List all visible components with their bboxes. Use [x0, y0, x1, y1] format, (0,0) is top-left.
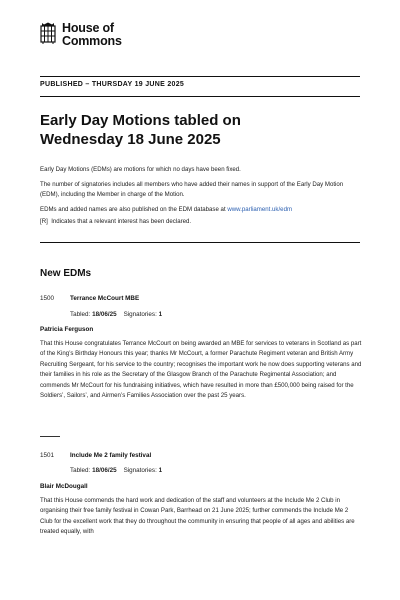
section-title: New EDMs: [40, 268, 92, 279]
portcullis-icon: [40, 22, 56, 44]
tabled-date: 18/06/25: [92, 467, 117, 474]
interest-code: [R]: [40, 218, 48, 225]
intro-paragraph-2: The number of signatories includes all members who have added their names in support of the Early Day Motion (EDM), including the Member in charge of the Motion.: [40, 181, 344, 198]
edm-title: Include Me 2 family festival: [70, 452, 152, 459]
page-title-line-1: Early Day Motions tabled on: [40, 112, 241, 129]
edm-separator: [40, 436, 60, 437]
top-divider: [40, 76, 360, 77]
edm-number: 1500: [40, 295, 55, 302]
logo-wordmark: [62, 22, 122, 48]
signatories-count: 1: [158, 467, 163, 474]
signatories-count: 1: [158, 311, 163, 318]
page-title-line-2: Wednesday 18 June 2025: [40, 131, 221, 148]
tabled-label: Tabled:: [70, 467, 91, 474]
intro-divider: [40, 242, 360, 243]
intro-paragraph-1: Early Day Motions (EDMs) are motions for which no days have been fixed.: [40, 166, 241, 173]
edm-title: Terrance McCourt MBE: [70, 295, 140, 302]
header-divider: [40, 96, 360, 97]
logo-line-2: Commons: [62, 34, 122, 48]
tabled-label: Tabled:: [70, 311, 91, 318]
edm-text: That this House commends the hard work and dedication of the staff and volunteers at the Include Me 2 Club in organising their free family festival in Cowan Park, Barrhead on 21 June 2025; further commends the Include Me 2 Club for the excellent work that they do throughout the community in ensuring that people of all ages and abilities are treated equally, with: [40, 497, 355, 536]
edm-text: That this House congratulates Terrance McCourt on being awarded an MBE for services to veterans in Scotland as part of the King’s Birthday Honours this year; thanks Mr McCourt, a former Parachute Regiment veteran and British Army Recruiting Sergeant, for his service to the country; recognises the important work he now does supporting veterans and their families in his role as the Secretary of the Glasgow Branch of the Parachute Regimental Association; and commends Mr McCourt for his fundraising initiatives, which have resulted in more than £500,000 being raised for the Soldiers’, Sailors’, and Airmen’s Families Association over the past 25 years.: [40, 340, 362, 400]
edm-database-link[interactable]: www.parliament.uk/edm: [227, 206, 293, 213]
edm-member: Patricia Ferguson: [40, 326, 94, 333]
intro-paragraph-4: [40, 217, 362, 227]
logo-line-1: House of: [62, 21, 114, 35]
edm-database-text: EDMs and added names are also published on the EDM database at: [40, 206, 228, 213]
interest-explanation: Indicates that a relevant interest has been declared.: [51, 218, 192, 225]
signatories-label: Signatories:: [123, 311, 157, 318]
published-date: PUBLISHED – THURSDAY 19 JUNE 2025: [40, 81, 185, 88]
page-title: [40, 111, 360, 149]
house-of-commons-logo: [40, 22, 140, 50]
edm-meta: [70, 467, 162, 474]
tabled-date: 18/06/25: [92, 311, 117, 318]
intro-paragraph-3: [40, 205, 362, 215]
edm-meta: [70, 311, 162, 318]
edm-member: Blair McDougall: [40, 483, 88, 490]
signatories-label: Signatories:: [123, 467, 157, 474]
edm-number: 1501: [40, 452, 55, 459]
